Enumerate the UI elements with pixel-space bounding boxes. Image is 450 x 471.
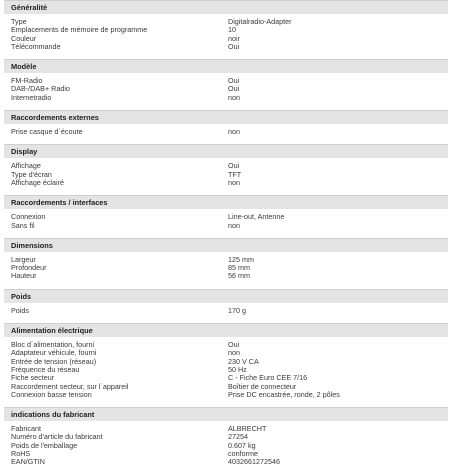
spec-value: Line-out, Antenne bbox=[228, 213, 285, 222]
spec-row bbox=[4, 213, 448, 221]
spec-label: Connexion bbox=[11, 213, 46, 222]
spec-value: non bbox=[228, 178, 240, 187]
spec-value: Prise DC encastrée, ronde, 2 pôles bbox=[228, 390, 340, 399]
section-title: Généralité bbox=[4, 0, 448, 14]
spec-label: EAN/GTIN bbox=[11, 458, 45, 467]
spec-value: 170 g bbox=[228, 306, 246, 315]
spec-row bbox=[4, 35, 448, 43]
spec-value: Oui bbox=[228, 85, 240, 94]
spec-value: 50 Hz bbox=[228, 365, 247, 374]
spec-label: Fabricant bbox=[11, 425, 41, 434]
spec-label: Affichage bbox=[11, 162, 41, 171]
spec-label: Bloc d´alimentation, fourni bbox=[11, 341, 95, 350]
spec-row bbox=[4, 256, 448, 264]
spec-row bbox=[4, 442, 448, 450]
spec-section bbox=[4, 195, 448, 234]
spec-value: C - Fiche Euro CEE 7/16 bbox=[228, 374, 308, 383]
spec-label: Profondeur bbox=[11, 264, 47, 273]
spec-label: Prise casque d´écoute bbox=[11, 128, 83, 137]
spec-value: 230 V CA bbox=[228, 357, 259, 366]
spec-label: FM-Radio bbox=[11, 77, 43, 86]
spec-value: 27254 bbox=[228, 433, 248, 442]
spec-value: 56 mm bbox=[228, 272, 250, 281]
spec-row bbox=[4, 162, 448, 170]
spec-row bbox=[4, 307, 448, 315]
spec-label: Fiche secteur bbox=[11, 374, 55, 383]
spec-section bbox=[4, 323, 448, 403]
spec-value: conforme bbox=[228, 450, 258, 459]
section-title: Raccordements / interfaces bbox=[4, 195, 448, 209]
spec-row bbox=[4, 341, 448, 349]
spec-value: non bbox=[228, 221, 240, 230]
spec-value: Boîtier de connecteur bbox=[228, 382, 297, 391]
section-title: indications du fabricant bbox=[4, 407, 448, 421]
spec-value: 125 mm bbox=[228, 255, 254, 264]
spec-row bbox=[4, 425, 448, 433]
spec-value: 0.607 kg bbox=[228, 441, 256, 450]
spec-label: Connexion basse tension bbox=[11, 390, 92, 399]
spec-value: 4032661272546 bbox=[228, 458, 280, 467]
spec-label: Type d'écran bbox=[11, 170, 52, 179]
spec-label: Affichage éclairé bbox=[11, 178, 65, 187]
spec-label: Entrée de tension (réseau) bbox=[11, 357, 97, 366]
spec-label: Sans fil bbox=[11, 221, 35, 230]
spec-section bbox=[4, 238, 448, 285]
spec-label: Adaptateur véhicule, fourni bbox=[11, 349, 97, 358]
spec-row bbox=[4, 77, 448, 85]
section-title: Alimentation électrique bbox=[4, 323, 448, 337]
spec-value: Oui bbox=[228, 341, 240, 350]
spec-row bbox=[4, 458, 448, 466]
spec-row bbox=[4, 272, 448, 280]
spec-label: Internetradio bbox=[11, 93, 52, 102]
spec-row bbox=[4, 26, 448, 34]
spec-label: Fréquence du réseau bbox=[11, 365, 80, 374]
section-title: Raccordements externes bbox=[4, 110, 448, 124]
spec-row bbox=[4, 366, 448, 374]
spec-label: DAB-/DAB+ Radio bbox=[11, 85, 70, 94]
spec-row bbox=[4, 450, 448, 458]
spec-row bbox=[4, 94, 448, 102]
spec-section bbox=[4, 144, 448, 191]
section-title: Modèle bbox=[4, 59, 448, 73]
spec-section bbox=[4, 110, 448, 140]
spec-value: TFT bbox=[228, 170, 242, 179]
spec-label: Numéro d'article du fabricant bbox=[11, 433, 103, 442]
spec-row bbox=[4, 18, 448, 26]
spec-row bbox=[4, 179, 448, 187]
spec-row bbox=[4, 358, 448, 366]
spec-label: Emplacements de mémoire de programme bbox=[11, 26, 148, 35]
spec-value: 85 mm bbox=[228, 264, 250, 273]
spec-value: Digitalradio-Adapter bbox=[228, 18, 292, 26]
spec-row bbox=[4, 171, 448, 179]
spec-label: Poids bbox=[11, 306, 29, 315]
spec-value: non bbox=[228, 349, 240, 358]
spec-row bbox=[4, 349, 448, 357]
spec-row bbox=[4, 222, 448, 230]
section-title: Dimensions bbox=[4, 238, 448, 252]
spec-row bbox=[4, 383, 448, 391]
spec-value: non bbox=[228, 93, 240, 102]
spec-value: Oui bbox=[228, 77, 240, 86]
spec-value: Oui bbox=[228, 162, 240, 171]
spec-label: Télécommande bbox=[11, 42, 61, 51]
spec-row bbox=[4, 128, 448, 136]
section-title: Poids bbox=[4, 289, 448, 303]
spec-label: Largeur bbox=[11, 255, 36, 264]
spec-label: Couleur bbox=[11, 34, 37, 43]
spec-label: Raccordement secteur, sur l´appareil bbox=[11, 382, 129, 391]
spec-value: Oui bbox=[228, 42, 240, 51]
section-title: Display bbox=[4, 144, 448, 158]
spec-row bbox=[4, 374, 448, 382]
spec-value: non bbox=[228, 128, 240, 137]
spec-row bbox=[4, 433, 448, 441]
spec-section bbox=[4, 0, 448, 55]
spec-section bbox=[4, 407, 448, 470]
spec-value: 10 bbox=[228, 26, 236, 35]
spec-row bbox=[4, 85, 448, 93]
spec-section bbox=[4, 59, 448, 106]
spec-label: RoHS bbox=[11, 450, 31, 459]
spec-label: Hauteur bbox=[11, 272, 37, 281]
spec-label: Type bbox=[11, 18, 27, 26]
spec-table bbox=[4, 0, 448, 471]
spec-value: noir bbox=[228, 34, 240, 43]
spec-row bbox=[4, 264, 448, 272]
spec-value: ALBRECHT bbox=[228, 425, 267, 434]
spec-row bbox=[4, 43, 448, 51]
spec-section bbox=[4, 289, 448, 319]
spec-row bbox=[4, 391, 448, 399]
spec-label: Poids de l'emballage bbox=[11, 441, 78, 450]
